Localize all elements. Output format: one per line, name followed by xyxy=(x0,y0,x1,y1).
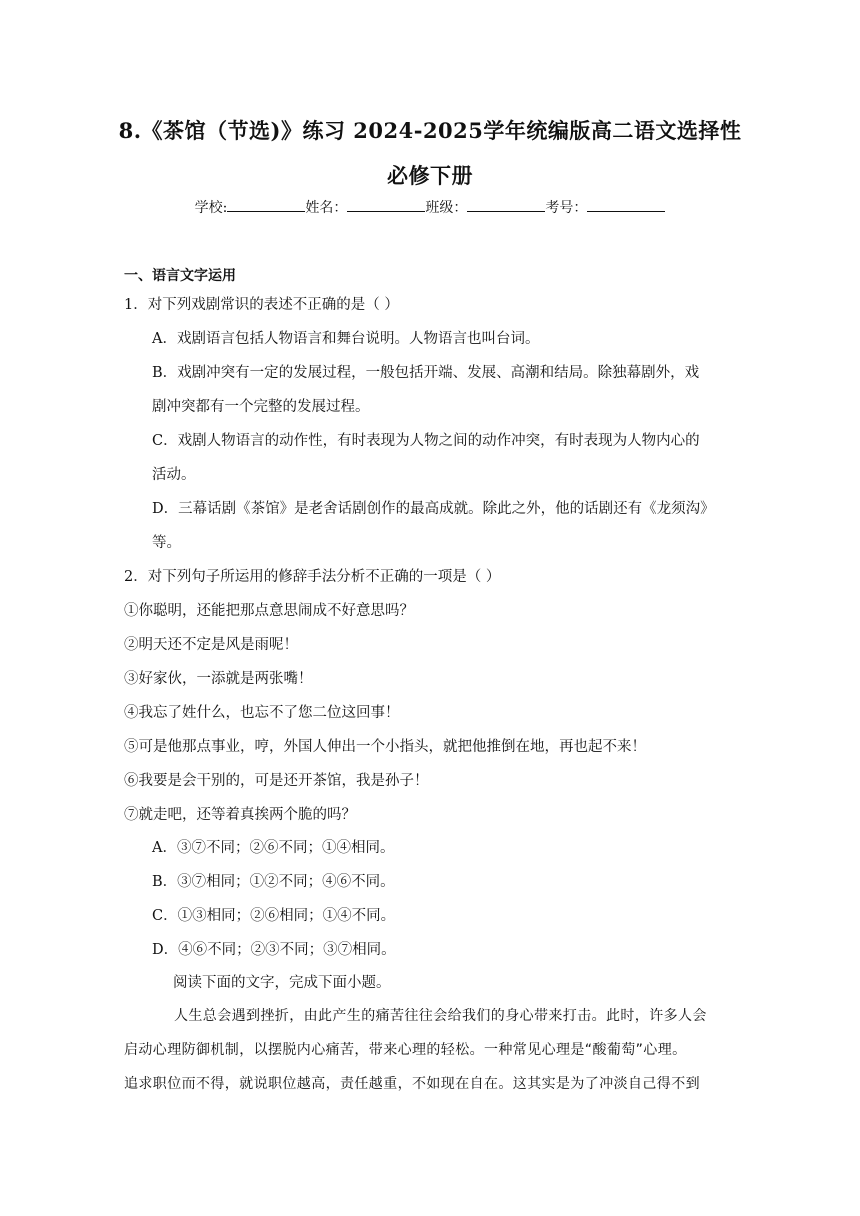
name-label: 姓名： xyxy=(305,200,348,216)
question-2-option-d: D．④⑥不同；②③不同；③⑦相同。 xyxy=(152,942,396,958)
sentence-1: ①你聪明，还能把那点意思闹成不好意思吗？ xyxy=(124,603,414,619)
question-1-option-d-cont: 等。 xyxy=(152,535,181,551)
question-1-option-b: B．戏剧冲突有一定的发展过程，一般包括开端、发展、高潮和结局。除独幕剧外，戏 xyxy=(152,365,700,381)
school-label: 学校: xyxy=(194,200,228,216)
sentence-7: ⑦就走吧，还等着真挨两个脆的吗？ xyxy=(124,807,356,823)
exam-no-blank xyxy=(587,198,665,212)
question-2-option-b: B．③⑦相同；①②不同；④⑥不同。 xyxy=(152,874,395,890)
question-1-option-d: D．三幕话剧《茶馆》是老舍话剧创作的最高成就。除此之外，他的话剧还有《龙须沟》 xyxy=(152,501,715,517)
sentence-5: ⑤可是他那点事业，哼，外国人伸出一个小指头，就把他推倒在地，再也起不来！ xyxy=(124,739,646,755)
student-info-row xyxy=(0,197,860,217)
sentence-3: ③好家伙，一添就是两张嘴！ xyxy=(124,671,313,687)
question-1-option-b-cont: 剧冲突都有一个完整的发展过程。 xyxy=(152,399,370,415)
question-2-stem: 2．对下列句子所运用的修辞手法分析不正确的一项是（ ） xyxy=(124,569,501,585)
name-blank xyxy=(347,198,425,212)
passage-line-3: 追求职位而不得，就说职位越高，责任越重，不如现在自在。这其实是为了冲淡自己得不到 xyxy=(124,1076,700,1092)
section-heading: 一、语言文字运用 xyxy=(124,268,236,284)
question-1-option-c-cont: 活动。 xyxy=(152,467,196,483)
question-1-stem: 1．对下列戏剧常识的表述不正确的是（ ） xyxy=(124,297,399,313)
page-title-line1: 8.《茶馆（节选)》练习 2024-2025学年统编版高二语文选择性 xyxy=(118,118,742,143)
sentence-4: ④我忘了姓什么，也忘不了您二位这回事！ xyxy=(124,705,400,721)
exam-no-label: 考号： xyxy=(545,200,588,216)
sentence-2: ②明天还不定是风是雨呢！ xyxy=(124,637,298,653)
question-2-option-a: A．③⑦不同；②⑥不同；①④相同。 xyxy=(152,840,395,856)
question-1-option-a: A．戏剧语言包括人物语言和舞台说明。人物语言也叫台词。 xyxy=(152,331,540,347)
question-1-option-c: C．戏剧人物语言的动作性，有时表现为人物之间的动作冲突，有时表现为人物内心的 xyxy=(152,433,700,449)
passage-line-2: 启动心理防御机制，以摆脱内心痛苦，带来心理的轻松。一种常见心理是“酸葡萄”心理。 xyxy=(124,1042,687,1058)
page-title-line2: 必修下册 xyxy=(387,163,473,188)
passage-line-1: 人生总会遇到挫折，由此产生的痛苦往往会给我们的身心带来打击。此时，许多人会 xyxy=(174,1008,707,1024)
sentence-6: ⑥我要是会干别的，可是还开茶馆，我是孙子！ xyxy=(124,773,429,789)
question-2-option-c: C．①③相同；②⑥相同；①④不同。 xyxy=(152,908,396,924)
school-blank xyxy=(227,198,305,212)
class-label: 班级： xyxy=(425,200,468,216)
class-blank xyxy=(467,198,545,212)
reading-instruction: 阅读下面的文字，完成下面小题。 xyxy=(173,975,391,991)
